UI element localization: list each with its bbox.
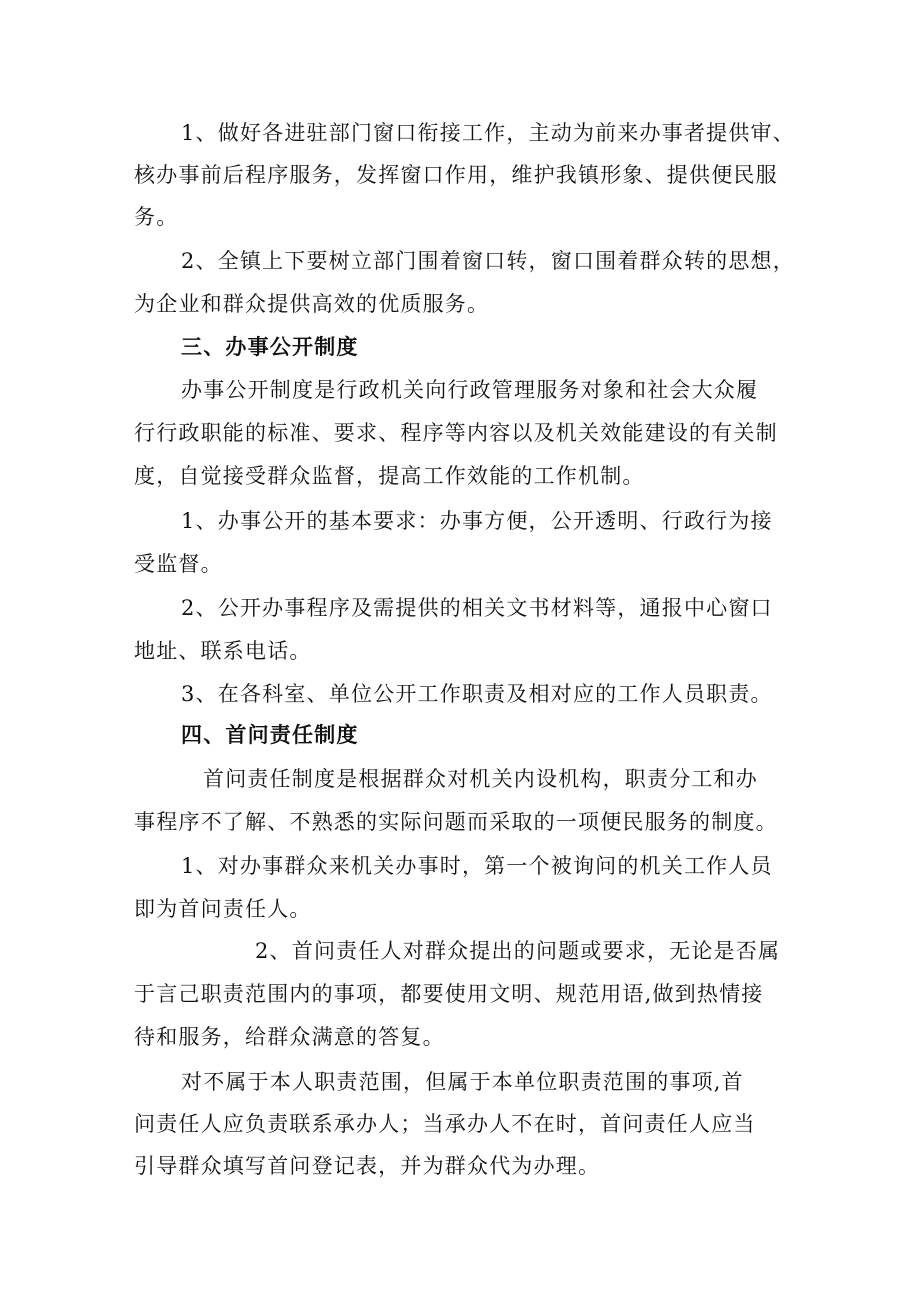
text-line: 受监督。 bbox=[134, 552, 223, 576]
text-line: 1、办事公开的基本要求：办事方便，公开透明、行政行为接 bbox=[181, 509, 773, 533]
text-line: 即为首问责任人。 bbox=[134, 897, 312, 921]
text-line: 对不属于本人职责范围，但属于本单位职责范围的事项,首 bbox=[181, 1070, 744, 1094]
text-line: 为企业和群众提供高效的优质服务。 bbox=[134, 292, 490, 316]
text-line: 3、在各科室、单位公开工作职责及相对应的工作人员职责。 bbox=[181, 682, 773, 706]
text-line: 首问责任制度是根据群众对机关内设机构，职责分工和办 bbox=[203, 767, 758, 791]
text-line: 1、做好各进驻部门窗口衔接工作，主动为前来办事者提供审、 bbox=[181, 121, 795, 145]
text-line: 核办事前后程序服务，发挥窗口作用，维护我镇形象、提供便民服 bbox=[134, 163, 778, 187]
text-line: 地址、联系电话。 bbox=[134, 639, 312, 663]
text-line: 办事公开制度是行政机关向行政管理服务对象和社会大众履 bbox=[181, 378, 759, 402]
text-line: 引导群众填写首问登记表，并为群众代为办理。 bbox=[134, 1154, 601, 1178]
text-line: 待和服务，给群众满意的答复。 bbox=[134, 1025, 445, 1049]
text-line: 2、全镇上下要树立部门围着窗口转，窗口围着群众转的思想， bbox=[181, 249, 795, 273]
text-line: 度，自觉接受群众监督，提高工作效能的工作机制。 bbox=[134, 464, 645, 488]
text-line: 2、公开办事程序及需提供的相关文书材料等，通报中心窗口 bbox=[181, 596, 773, 620]
section-heading-4: 四、首问责任制度 bbox=[181, 723, 359, 747]
text-line: 事程序不了解、不熟悉的实际问题而采取的一项便民服务的制度。 bbox=[134, 810, 778, 834]
text-line: 于言己职责范围内的事项，都要使用文明、规范用语,做到热情接 bbox=[134, 982, 764, 1006]
text-line: 务。 bbox=[134, 205, 179, 229]
text-line: 2、首问责任人对群众提出的问题或要求，无论是否属 bbox=[255, 939, 781, 963]
text-line: 1、对办事群众来机关办事时，第一个被询问的机关工作人员 bbox=[181, 854, 773, 878]
text-line: 行行政职能的标准、要求、程序等内容以及机关效能建设的有关制 bbox=[134, 421, 778, 445]
text-line: 问责任人应负责联系承办人；当承办人不在时，首问责任人应当 bbox=[134, 1112, 756, 1136]
section-heading-3: 三、办事公开制度 bbox=[181, 335, 359, 359]
